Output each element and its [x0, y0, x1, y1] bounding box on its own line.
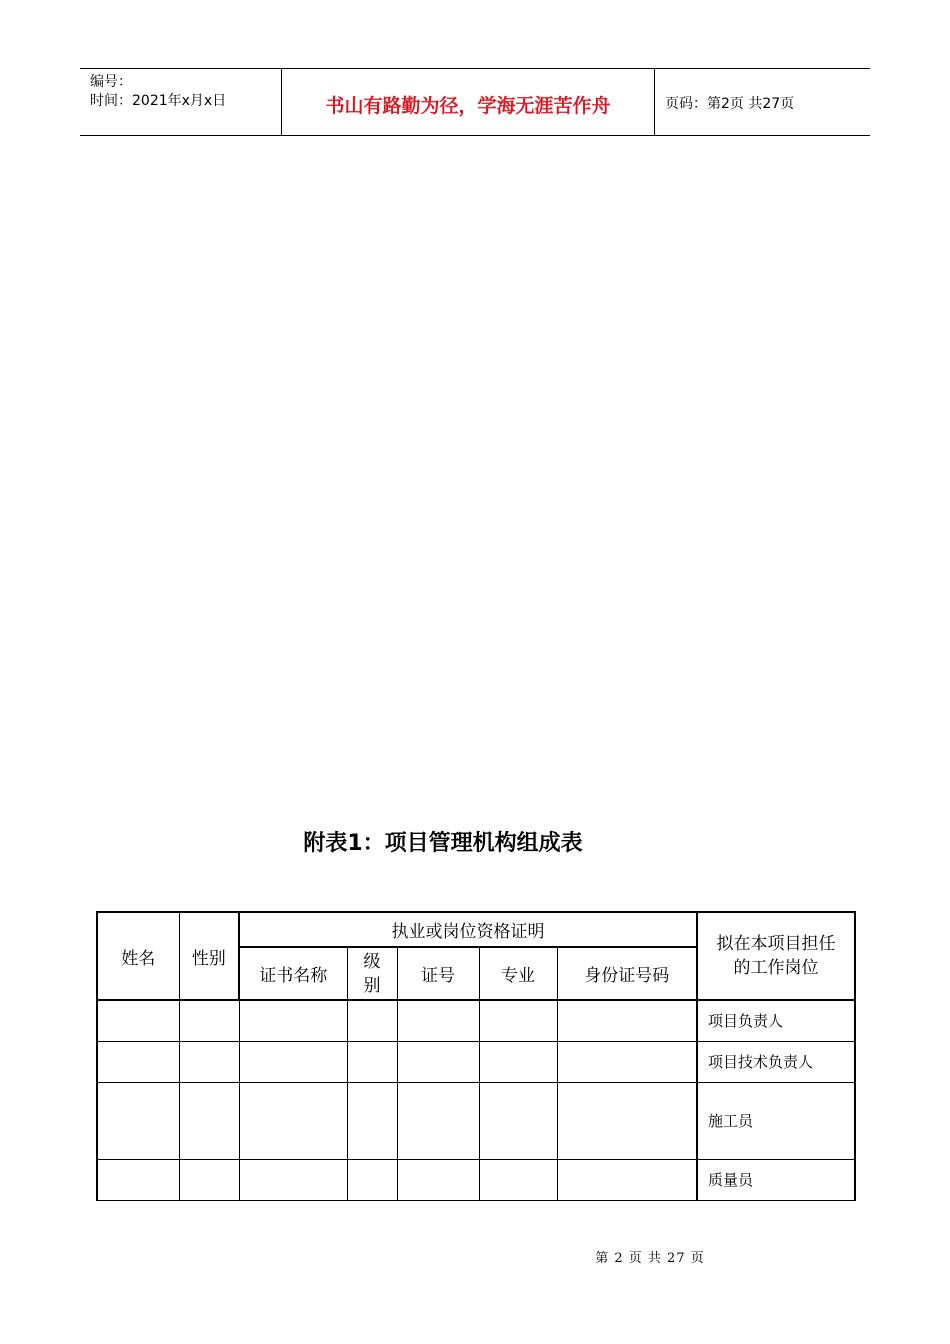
- header-role: [697, 912, 855, 1000]
- table-row: [97, 1041, 855, 1082]
- cell-name[interactable]: [97, 1082, 179, 1159]
- cell-cert-no[interactable]: [397, 1000, 479, 1041]
- cell-id-no[interactable]: [557, 1041, 697, 1082]
- cell-gender[interactable]: [179, 1041, 239, 1082]
- cell-cert-name[interactable]: [239, 1000, 347, 1041]
- cell-major[interactable]: [479, 1082, 557, 1159]
- header-id-no: 身份证号码: [557, 947, 697, 1000]
- table-row: [97, 1000, 855, 1041]
- cell-major[interactable]: [479, 1000, 557, 1041]
- header-cert-no: 证号: [397, 947, 479, 1000]
- cell-id-no[interactable]: [557, 1082, 697, 1159]
- cell-level[interactable]: [347, 1082, 397, 1159]
- cell-cert-name[interactable]: [239, 1082, 347, 1159]
- cell-level[interactable]: [347, 1000, 397, 1041]
- header-cert-group: 执业或岗位资格证明: [239, 912, 697, 947]
- header-page-label: 页码：第2页 共27页: [665, 96, 795, 112]
- document-title: 附表1：项目管理机构组成表: [303, 831, 583, 856]
- header-level-line1: 级: [363, 951, 381, 972]
- cell-role: 质量员: [697, 1159, 855, 1200]
- header-name: 姓名: [97, 912, 179, 1000]
- cell-major[interactable]: [479, 1041, 557, 1082]
- page-footer: 第 2 页 共 27 页: [595, 1251, 705, 1266]
- header-motto: 书山有路勤为径，学海无涯苦作舟: [282, 69, 655, 135]
- cell-cert-no[interactable]: [397, 1082, 479, 1159]
- cell-cert-name[interactable]: [239, 1041, 347, 1082]
- cell-gender[interactable]: [179, 1159, 239, 1200]
- table-row: [97, 1159, 855, 1200]
- header-level: [347, 947, 397, 1000]
- doc-number-label: 编号：: [90, 74, 132, 90]
- header-level-line2: 别: [363, 975, 381, 996]
- cell-cert-name[interactable]: [239, 1159, 347, 1200]
- cell-level[interactable]: [347, 1041, 397, 1082]
- project-management-table: [96, 911, 856, 1201]
- cell-cert-no[interactable]: [397, 1159, 479, 1200]
- cell-name[interactable]: [97, 1000, 179, 1041]
- cell-cert-no[interactable]: [397, 1041, 479, 1082]
- header-meta: [80, 69, 282, 135]
- cell-name[interactable]: [97, 1041, 179, 1082]
- cell-major[interactable]: [479, 1159, 557, 1200]
- header-role-line1: 拟在本项目担任: [716, 934, 836, 954]
- header-role-line2: 的工作岗位: [733, 958, 819, 978]
- page-header: [80, 68, 870, 136]
- cell-gender[interactable]: [179, 1082, 239, 1159]
- table-row: [97, 1082, 855, 1159]
- cell-level[interactable]: [347, 1159, 397, 1200]
- cell-role: 施工员: [697, 1082, 855, 1159]
- header-cert-name: 证书名称: [239, 947, 347, 1000]
- cell-name[interactable]: [97, 1159, 179, 1200]
- cell-role: 项目技术负责人: [697, 1041, 855, 1082]
- header-major: 专业: [479, 947, 557, 1000]
- header-gender: 性别: [179, 912, 239, 1000]
- cell-id-no[interactable]: [557, 1159, 697, 1200]
- cell-id-no[interactable]: [557, 1000, 697, 1041]
- doc-time-label: 时间：2021年x月x日: [90, 93, 227, 109]
- cell-gender[interactable]: [179, 1000, 239, 1041]
- cell-role: 项目负责人: [697, 1000, 855, 1041]
